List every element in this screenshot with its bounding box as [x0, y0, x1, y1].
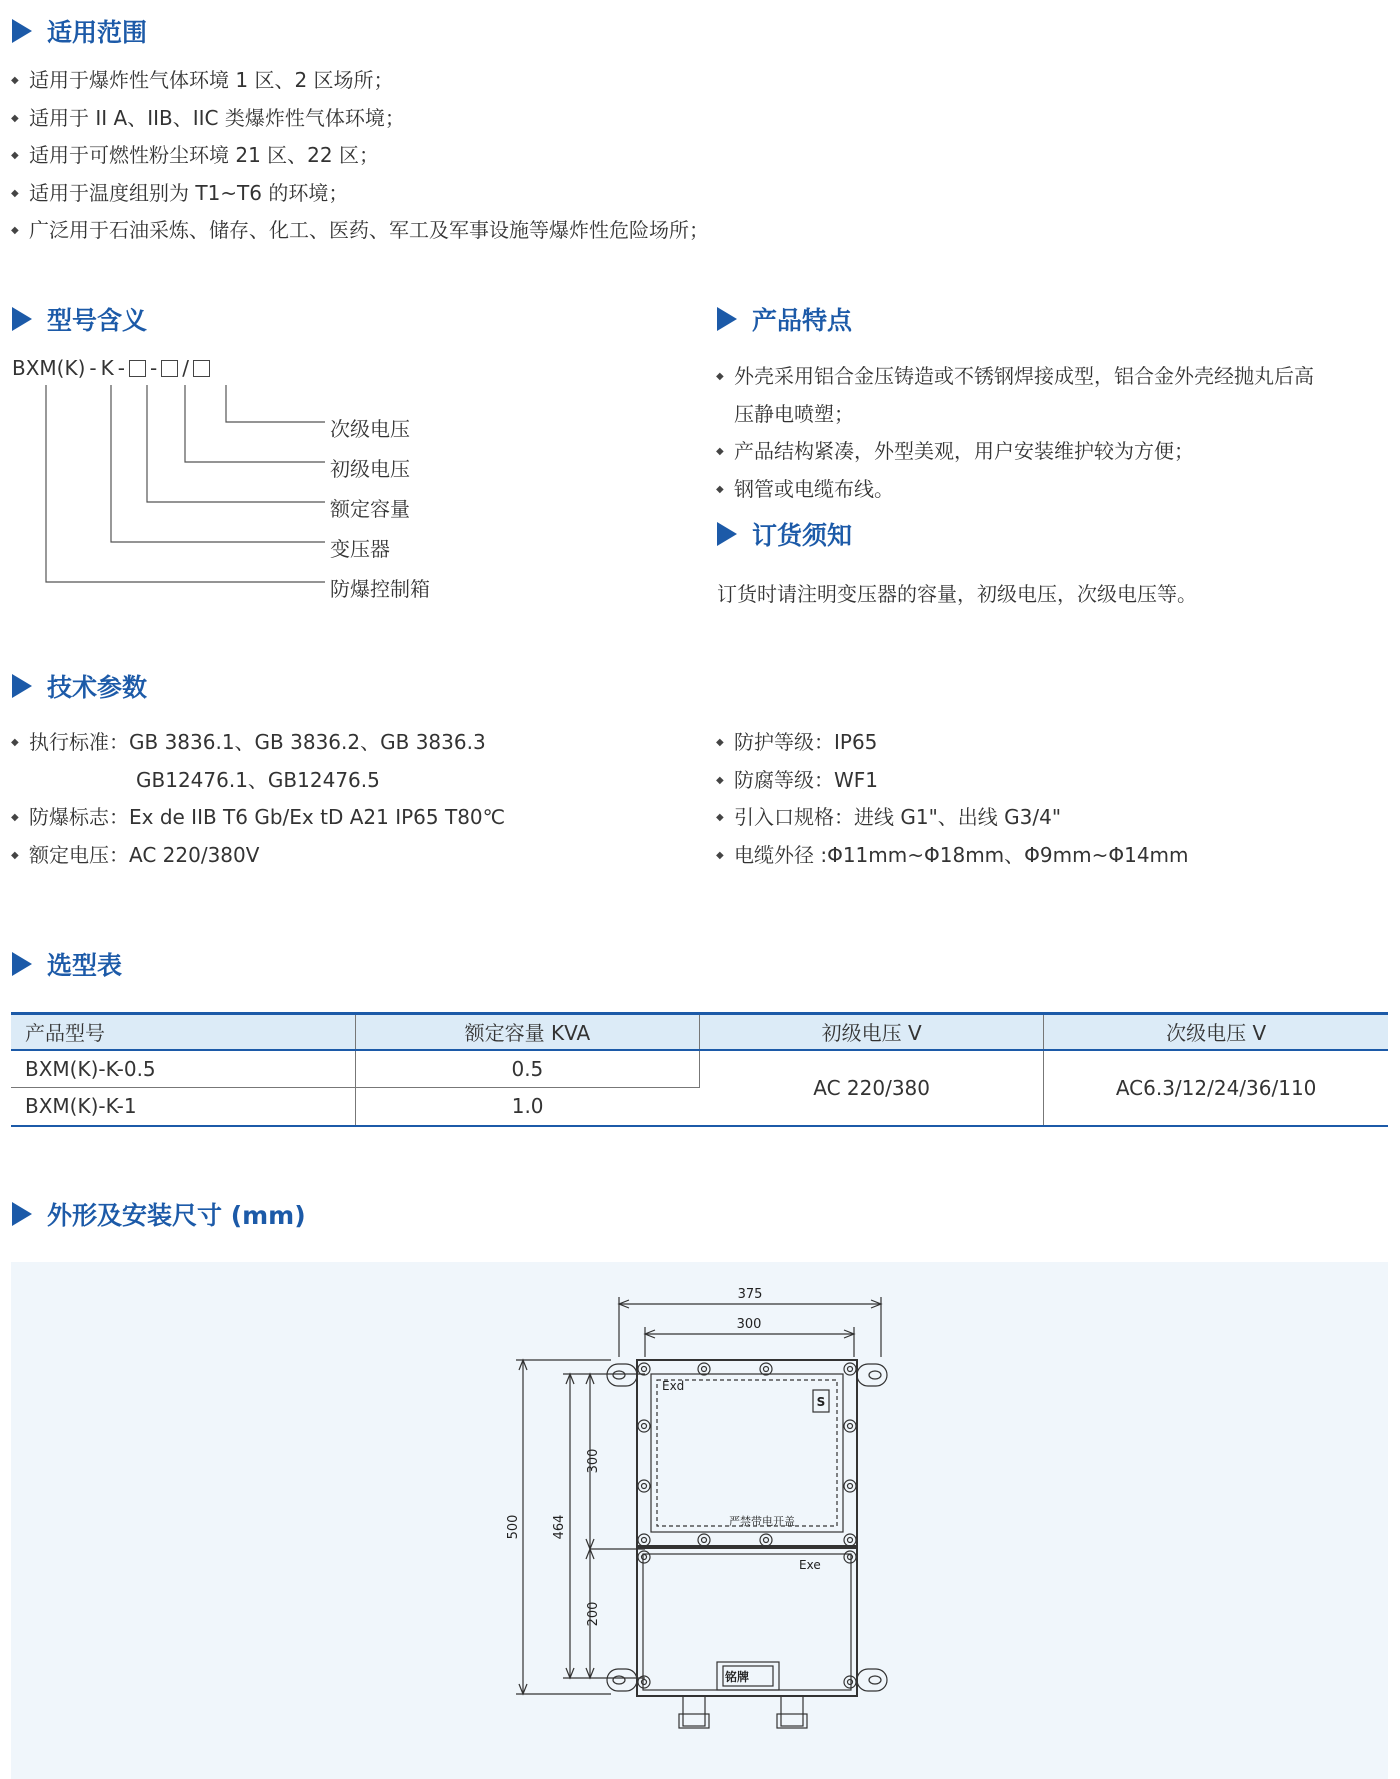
cell-capacity: 0.5 [355, 1050, 699, 1088]
legend-secondary-voltage: 次级电压 [330, 417, 410, 441]
list-item-continued: 压静电喷塑； [734, 401, 854, 426]
param-item: ◆ 防腐等级：WF1 [716, 762, 1189, 800]
features-list [716, 358, 1314, 508]
cell-capacity: 1.0 [355, 1088, 699, 1126]
section-title-tech: 技术参数 [12, 668, 147, 704]
dim-mount-height: 464 [552, 1514, 567, 1540]
triangle-icon [12, 674, 32, 698]
triangle-icon [717, 522, 737, 546]
column-header: 产品型号 [11, 1014, 355, 1050]
section-title-model: 型号含义 [12, 301, 147, 337]
column-header: 额定容量 KVA [355, 1014, 699, 1050]
triangle-icon [12, 19, 32, 43]
placeholder-box [193, 360, 210, 377]
cell-model: BXM(K)-K-0.5 [11, 1050, 355, 1088]
param-item: ◆ 执行标准：GB 3836.1、GB 3836.2、GB 3836.3 [11, 724, 505, 762]
section-title-dimensions: 外形及安装尺寸 (mm) [12, 1196, 306, 1232]
param-item: ◆ 引入口规格：进线 G1"、出线 G3/4" [716, 799, 1189, 837]
tech-params-left [11, 724, 505, 874]
legend-primary-voltage: 初级电压 [330, 457, 410, 481]
nameplate-text: 铭牌 [725, 1670, 750, 1684]
model-legend-lines [0, 380, 340, 590]
list-item: ◆ 适用于可燃性粉尘环境 21 区、22 区； [11, 137, 709, 175]
legend-transformer: 变压器 [330, 537, 390, 561]
column-header: 初级电压 V [700, 1014, 1044, 1050]
list-item: ◆ 外壳采用铝合金压铸造或不锈钢焊接成型，铝合金外壳经抛丸后高 [716, 358, 1314, 396]
param-item-continued: GB12476.1、GB12476.5 [136, 767, 380, 792]
section-title-features: 产品特点 [717, 301, 852, 337]
param-item: ◆ 防爆标志：Ex de IIB T6 Gb/Ex tD A21 IP65 T80℃ [11, 799, 505, 837]
cell-secondary-voltage: AC6.3/12/24/36/110 [1044, 1050, 1388, 1126]
triangle-icon [717, 307, 737, 331]
scope-list [11, 62, 709, 250]
triangle-icon [12, 1202, 32, 1226]
dim-lower-height: 200 [586, 1601, 601, 1627]
section-title-scope: 适用范围 [12, 13, 147, 49]
cell-model: BXM(K)-K-1 [11, 1088, 355, 1126]
enclosure-dimension-drawing [11, 1262, 1388, 1779]
dim-upper-height: 300 [586, 1448, 601, 1474]
list-item: ◆ 广泛用于石油采炼、储存、化工、医药、军工及军事设施等爆炸性危险场所； [11, 212, 709, 250]
label-exd: Exd [662, 1379, 685, 1393]
triangle-icon [12, 952, 32, 976]
list-item: ◆ 适用于 II A、IIB、IIC 类爆炸性气体环境； [11, 100, 709, 138]
section-title-order: 订货须知 [717, 516, 852, 552]
table-row [11, 1050, 1388, 1088]
warning-text: 严禁带电开盖 [729, 1515, 795, 1528]
label-exe: Exe [799, 1558, 821, 1572]
drawing-panel [11, 1262, 1388, 1779]
param-item: ◆ 额定电压：AC 220/380V [11, 837, 505, 875]
param-item: ◆ 电缆外径 :Φ11mm~Φ18mm、Φ9mm~Φ14mm [716, 837, 1189, 875]
list-item: ◆ 钢管或电缆布线。 [716, 471, 1314, 509]
badge-icon: S [816, 1395, 826, 1409]
triangle-icon [12, 307, 32, 331]
param-item: ◆ 防护等级：IP65 [716, 724, 1189, 762]
selection-table [11, 1012, 1388, 1127]
dim-mount-width: 300 [736, 1317, 762, 1332]
dim-overall-height: 500 [506, 1514, 521, 1540]
section-title-selection: 选型表 [12, 946, 122, 982]
tech-params-right [716, 724, 1189, 874]
legend-capacity: 额定容量 [330, 497, 410, 521]
legend-control-box: 防爆控制箱 [330, 577, 430, 601]
list-item: ◆ 产品结构紧凑，外型美观，用户安装维护较为方便； [716, 433, 1314, 471]
model-code: BXM(K) - K - - / [12, 356, 210, 380]
dim-overall-width: 375 [737, 1287, 763, 1302]
placeholder-box [129, 360, 146, 377]
order-note: 订货时请注明变压器的容量，初级电压，次级电压等。 [717, 582, 1197, 606]
list-item: ◆ 适用于温度组别为 T1~T6 的环境； [11, 175, 709, 213]
cell-primary-voltage: AC 220/380 [700, 1050, 1044, 1126]
table-header-row [11, 1014, 1388, 1050]
column-header: 次级电压 V [1044, 1014, 1388, 1050]
list-item: ◆ 适用于爆炸性气体环境 1 区、2 区场所； [11, 62, 709, 100]
placeholder-box [161, 360, 178, 377]
